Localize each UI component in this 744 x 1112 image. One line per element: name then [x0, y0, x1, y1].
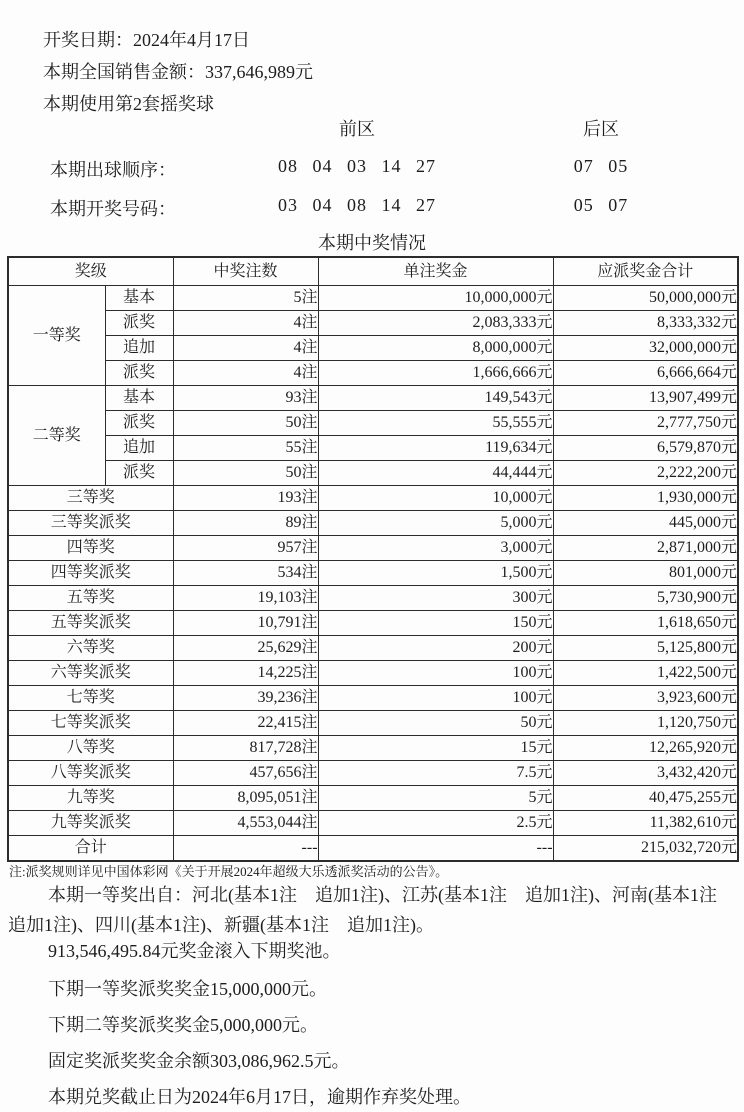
prize-cell: 100元: [318, 661, 553, 686]
total-cell: 2,871,000元: [553, 536, 738, 561]
col-header-winning-count: 中奖注数: [173, 257, 318, 286]
prize-level-cell: 五等奖: [8, 586, 173, 611]
redeem-deadline-paragraph: 本期兑奖截止日为2024年6月17日，逾期作弃奖处理。: [48, 1087, 471, 1107]
total-cell: 215,032,720元: [553, 836, 738, 862]
total-cell: 40,475,255元: [553, 786, 738, 811]
ball-set-line: 本期使用第2套摇奖球: [43, 94, 214, 114]
count-cell: 5注: [173, 286, 318, 311]
prize-level-cell: 八等奖派奖: [8, 761, 173, 786]
prize-table-title: 本期中奖情况: [318, 233, 426, 253]
prize-level-cell: 合计: [8, 836, 173, 862]
count-cell: 22,415注: [173, 711, 318, 736]
prize-cell: 150元: [318, 611, 553, 636]
front-zone-label: 前区: [339, 119, 375, 139]
prize-cell: 8,000,000元: [318, 336, 553, 361]
count-cell: 193注: [173, 486, 318, 511]
prize-level-cell: 六等奖派奖: [8, 661, 173, 686]
prize-cell: 50元: [318, 711, 553, 736]
table-row: [8, 411, 738, 436]
rollover-paragraph: 913,546,495.84元奖金滚入下期奖池。: [48, 941, 341, 961]
prize-cell: 119,634元: [318, 436, 553, 461]
prize-cell: 100元: [318, 686, 553, 711]
sales-amount-line: 本期全国销售金额：337,646,989元: [43, 62, 313, 82]
prize-level-cell: 五等奖派奖: [8, 611, 173, 636]
table-row: [8, 586, 738, 611]
total-cell: 12,265,920元: [553, 736, 738, 761]
prize-level-cell: 六等奖: [8, 636, 173, 661]
count-cell: 93注: [173, 386, 318, 411]
total-cell: 2,777,750元: [553, 411, 738, 436]
draw-order-back-numbers: 07 05: [573, 156, 629, 176]
total-cell: 3,923,600元: [553, 686, 738, 711]
prize-sub-cell: 派奖: [105, 411, 173, 436]
table-row: [8, 461, 738, 486]
total-cell: 801,000元: [553, 561, 738, 586]
count-cell: 534注: [173, 561, 318, 586]
prize-cell: 1,500元: [318, 561, 553, 586]
prize-level-cell: 八等奖: [8, 736, 173, 761]
total-cell: 6,666,664元: [553, 361, 738, 386]
count-cell: 19,103注: [173, 586, 318, 611]
prize-cell: 200元: [318, 636, 553, 661]
total-cell: 1,422,500元: [553, 661, 738, 686]
draw-order-front-numbers: 08 04 03 14 27: [278, 156, 436, 176]
prize-group-cell: 二等奖: [8, 386, 105, 486]
table-total-row: [8, 836, 738, 862]
winning-numbers-back: 05 07: [573, 195, 629, 215]
draw-date-line: 开奖日期：2024年4月17日: [43, 30, 250, 50]
count-cell: 817,728注: [173, 736, 318, 761]
prize-level-cell: 三等奖: [8, 486, 173, 511]
prize-cell: 7.5元: [318, 761, 553, 786]
table-row: [8, 711, 738, 736]
prize-cell: 3,000元: [318, 536, 553, 561]
count-cell: 25,629注: [173, 636, 318, 661]
count-cell: 4注: [173, 311, 318, 336]
table-row: [8, 511, 738, 536]
count-cell: 4,553,044注: [173, 811, 318, 836]
prize-level-cell: 三等奖派奖: [8, 511, 173, 536]
total-cell: 1,120,750元: [553, 711, 738, 736]
draw-order-label: 本期出球顺序：: [50, 160, 176, 180]
count-cell: 10,791注: [173, 611, 318, 636]
prize-sub-cell: 追加: [105, 436, 173, 461]
prize-cell: 2,083,333元: [318, 311, 553, 336]
prize-cell: 10,000元: [318, 486, 553, 511]
count-cell: 50注: [173, 411, 318, 436]
total-cell: 1,930,000元: [553, 486, 738, 511]
prize-sub-cell: 派奖: [105, 461, 173, 486]
total-cell: 50,000,000元: [553, 286, 738, 311]
prize-sub-cell: 基本: [105, 286, 173, 311]
winning-numbers-front: 03 04 08 14 27: [278, 195, 436, 215]
prize-cell: 15元: [318, 736, 553, 761]
prize-cell: 300元: [318, 586, 553, 611]
prize-cell: 5元: [318, 786, 553, 811]
prize-cell: 1,666,666元: [318, 361, 553, 386]
prize-cell: 149,543元: [318, 386, 553, 411]
prize-level-cell: 七等奖: [8, 686, 173, 711]
prize-cell: 55,555元: [318, 411, 553, 436]
prize-table: [7, 256, 739, 862]
table-row: [8, 686, 738, 711]
winning-numbers-label: 本期开奖号码：: [50, 199, 176, 219]
count-cell: 4注: [173, 361, 318, 386]
total-cell: 5,125,800元: [553, 636, 738, 661]
prize-group-cell: 一等奖: [8, 286, 105, 386]
prize-level-cell: 四等奖: [8, 536, 173, 561]
table-row: [8, 486, 738, 511]
table-row: [8, 786, 738, 811]
table-row: [8, 661, 738, 686]
count-cell: ---: [173, 836, 318, 862]
count-cell: 55注: [173, 436, 318, 461]
prize-sub-cell: 基本: [105, 386, 173, 411]
table-row: [8, 436, 738, 461]
total-cell: 13,907,499元: [553, 386, 738, 411]
col-header-prize-level: 奖级: [8, 257, 173, 286]
prize-level-cell: 七等奖派奖: [8, 711, 173, 736]
count-cell: 8,095,051注: [173, 786, 318, 811]
prize-level-cell: 九等奖: [8, 786, 173, 811]
table-row: [8, 636, 738, 661]
total-cell: 32,000,000元: [553, 336, 738, 361]
total-cell: 5,730,900元: [553, 586, 738, 611]
prize-level-cell: 九等奖派奖: [8, 811, 173, 836]
table-row: [8, 361, 738, 386]
table-row: [8, 761, 738, 786]
payout-rule-note: 注:派奖规则详见中国体彩网《关于开展2024年超级大乐透派奖活动的公告》。: [9, 864, 449, 879]
prize-cell: 2.5元: [318, 811, 553, 836]
table-row: [8, 736, 738, 761]
table-row: [8, 311, 738, 336]
table-row: [8, 336, 738, 361]
total-cell: 2,222,200元: [553, 461, 738, 486]
prize-cell: 44,444元: [318, 461, 553, 486]
total-cell: 3,432,420元: [553, 761, 738, 786]
table-row: [8, 611, 738, 636]
first-prize-winners-paragraph: 本期一等奖出自：河北(基本1注 追加1注)、江苏(基本1注 追加1注)、河南(基本1注 追加1注)、四川(基本1注)、新疆(基本1注 追加1注)。: [8, 885, 735, 935]
prize-cell: 10,000,000元: [318, 286, 553, 311]
prize-cell: 5,000元: [318, 511, 553, 536]
table-row: [8, 811, 738, 836]
total-cell: 1,618,650元: [553, 611, 738, 636]
count-cell: 457,656注: [173, 761, 318, 786]
count-cell: 957注: [173, 536, 318, 561]
table-header-row: [8, 257, 738, 286]
total-cell: 8,333,332元: [553, 311, 738, 336]
col-header-single-prize: 单注奖金: [318, 257, 553, 286]
total-cell: 445,000元: [553, 511, 738, 536]
count-cell: 14,225注: [173, 661, 318, 686]
table-row: [8, 561, 738, 586]
count-cell: 39,236注: [173, 686, 318, 711]
prize-sub-cell: 追加: [105, 336, 173, 361]
col-header-total-prize: 应派奖金合计: [553, 257, 738, 286]
table-row: [8, 386, 738, 411]
prize-sub-cell: 派奖: [105, 361, 173, 386]
prize-cell: ---: [318, 836, 553, 862]
count-cell: 4注: [173, 336, 318, 361]
count-cell: 50注: [173, 461, 318, 486]
next-first-prize-paragraph: 下期一等奖派奖奖金15,000,000元。: [48, 979, 327, 999]
count-cell: 89注: [173, 511, 318, 536]
back-zone-label: 后区: [583, 119, 619, 139]
table-row: [8, 286, 738, 311]
total-cell: 6,579,870元: [553, 436, 738, 461]
prize-level-cell: 四等奖派奖: [8, 561, 173, 586]
table-row: [8, 536, 738, 561]
prize-sub-cell: 派奖: [105, 311, 173, 336]
total-cell: 11,382,610元: [553, 811, 738, 836]
next-second-prize-paragraph: 下期二等奖派奖奖金5,000,000元。: [48, 1015, 318, 1035]
fixed-prize-balance-paragraph: 固定奖派奖奖金余额303,086,962.5元。: [48, 1051, 350, 1071]
